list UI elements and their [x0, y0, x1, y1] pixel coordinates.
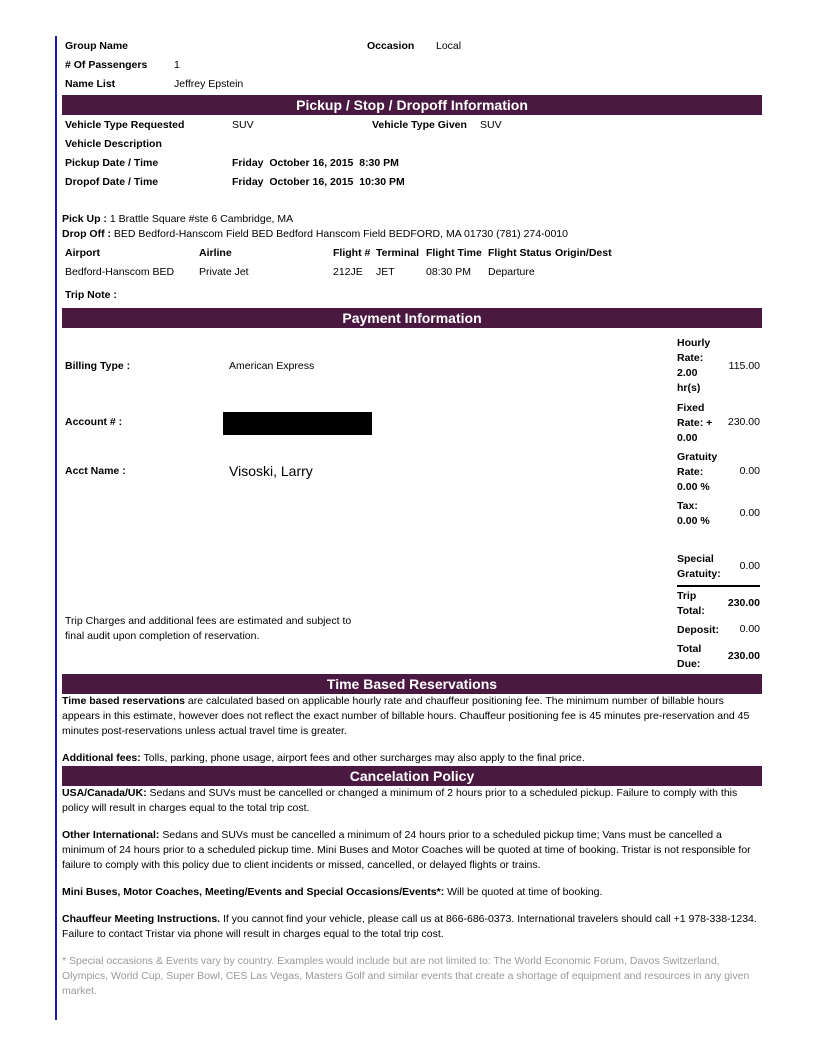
tax-value: 0.00 [739, 507, 760, 519]
tax-label: Tax: 0.00 % [677, 500, 710, 527]
group-name-label: Group Name [65, 40, 129, 52]
flight-cell-airline: Private Jet [199, 266, 249, 278]
hourly-rate-label: Hourly Rate: 2.00 hr(s) [677, 337, 711, 394]
billing-type-value: American Express [229, 360, 315, 372]
usa-policy-bold: USA/Canada/UK: [62, 787, 147, 799]
fixed-rate-label: Fixed Rate: + 0.00 [677, 402, 713, 444]
international-policy-bold: Other International: [62, 829, 160, 841]
international-policy-paragraph [62, 828, 762, 873]
dropoff-value: BED Bedford-Hanscom Field BED Bedford Hanscom Field BEDFORD, MA 01730 (781) 274-0010 [113, 228, 568, 240]
pickup-section-title: Pickup / Stop / Dropoff Information [62, 95, 762, 115]
mini-bus-policy-paragraph [62, 885, 762, 900]
pickup-datetime-label: Pickup Date / Time [65, 157, 159, 169]
totals-divider [677, 585, 760, 587]
deposit-label: Deposit: [677, 624, 719, 636]
mini-bus-policy-text: Will be quoted at time of booking. [444, 886, 603, 898]
charges-disclaimer: Trip Charges and additional fees are estimated and subject to final audit upon completion of reservation. [65, 615, 352, 642]
redacted-account-number [223, 412, 372, 435]
time-based-text: are calculated based on applicable hourly rate and chauffeur positioning fee. The minimum number of billable hours appears in this estimate, however does not reflect the exact number of billable hours. Chauffeur positioning fee is 45 minutes pre-reservation and 45 minutes post-reservations unless actual travel time is greater. [62, 695, 750, 737]
passengers-value: 1 [174, 59, 180, 71]
total-due-label: Total Due: [677, 643, 702, 670]
flight-cell-flight-status: Departure [488, 266, 535, 278]
mini-bus-policy-bold: Mini Buses, Motor Coaches, Meeting/Events and Special Occasions/Events*: [62, 886, 445, 898]
total-due-value: 230.00 [727, 650, 760, 662]
passengers-label: # Of Passengers [65, 59, 148, 71]
vehicle-requested-label: Vehicle Type Requested [65, 119, 185, 131]
meeting-instructions-text: If you cannot find your vehicle, please call us at 866-686-0373. International travelers should call +1 978-338-1234. Failure to contact Tristar via phone will result in charges equal to the total trip cost. [62, 913, 757, 940]
fixed-rate-value: 230.00 [727, 416, 760, 428]
meeting-instructions-paragraph [62, 912, 762, 942]
flight-cell-flight-time: 08:30 PM [426, 266, 471, 278]
special-events-footnote: * Special occasions & Events vary by country. Examples would include but are not limited to: The World Economic Forum, Davos Switzerland, Olympics, World Cup, Super Bowl, CES Las Vegas, Masters Golf and similar events that create a shortage of equipment and resources in any given market. [62, 955, 750, 997]
vehicle-given-value: SUV [480, 119, 502, 131]
trip-total-label: Trip Total: [677, 590, 705, 617]
pickup-address [62, 213, 293, 225]
dropoff-label: Drop Off : [62, 228, 111, 240]
additional-fees-bold: Additional fees: [62, 752, 141, 764]
name-list-label: Name List [65, 78, 116, 90]
name-list-value: Jeffrey Epstein [174, 78, 244, 90]
vehicle-description-label: Vehicle Description [65, 138, 162, 150]
gratuity-rate-label: Gratuity Rate: 0.00 % [677, 451, 718, 493]
dropoff-datetime-label: Dropof Date / Time [65, 176, 159, 188]
occasion-label: Occasion [367, 40, 415, 52]
special-gratuity-label: Special Gratuity: [677, 553, 721, 580]
acct-name-value: Visoski, Larry [229, 463, 313, 479]
time-based-bold: Time based reservations [62, 695, 185, 707]
pickup-label: Pick Up : [62, 213, 107, 225]
flight-header-terminal: Terminal [376, 247, 419, 259]
flight-cell-flight-number: 212JE [333, 266, 363, 278]
international-policy-text: Sedans and SUVs must be cancelled a minimum of 24 hours prior to a scheduled pickup time; Vans must be cancelled a minimum of 24 hours prior to a scheduled pickup time. Mini Buses and Motor Coaches will be quoted at time of booking. Tristar is not responsible for failure to comply with this policy due to client incidents or missed, cancelled, or delayed flights or trains. [62, 829, 751, 871]
special-gratuity-value: 0.00 [739, 560, 760, 572]
acct-name-label: Acct Name : [65, 465, 126, 477]
flight-header-flight-number: Flight # [333, 247, 371, 259]
meeting-instructions-bold: Chauffeur Meeting Instructions. [62, 913, 221, 925]
dropoff-datetime-value: Friday October 16, 2015 10:30 PM [232, 176, 405, 188]
dropoff-address [62, 228, 568, 240]
trip-total-value: 230.00 [727, 597, 760, 609]
flight-cell-terminal: JET [376, 266, 395, 278]
additional-fees-text: Tolls, parking, phone usage, airport fees and other surcharges may also apply to the final price. [140, 752, 585, 764]
vehicle-given-label: Vehicle Type Given [372, 119, 467, 131]
usa-policy-paragraph [62, 786, 762, 816]
payment-section-title: Payment Information [62, 308, 762, 328]
time-based-paragraph [62, 694, 762, 739]
trip-note-label: Trip Note : [65, 289, 117, 301]
left-margin-rule [55, 36, 57, 1020]
billing-type-label: Billing Type : [65, 360, 131, 372]
time-section-title: Time Based Reservations [62, 674, 762, 694]
occasion-value: Local [436, 40, 462, 52]
flight-header-origin-dest: Origin/Dest [555, 247, 612, 259]
usa-policy-text: Sedans and SUVs must be cancelled or changed a minimum of 2 hours prior to a scheduled pickup. Failure to comply with this policy will result in charges equal to the total trip cost. [62, 787, 738, 814]
deposit-value: 0.00 [739, 623, 760, 635]
account-number-label: Account # : [65, 416, 123, 428]
flight-cell-airport: Bedford-Hanscom BED [65, 266, 175, 278]
additional-fees-paragraph [62, 751, 762, 766]
pickup-value: 1 Brattle Square #ste 6 Cambridge, MA [109, 213, 294, 225]
flight-header-airline: Airline [199, 247, 232, 259]
flight-header-flight-status: Flight Status [488, 247, 552, 259]
flight-header-flight-time: Flight Time [426, 247, 482, 259]
gratuity-rate-value: 0.00 [739, 465, 760, 477]
pickup-datetime-value: Friday October 16, 2015 8:30 PM [232, 157, 399, 169]
cancel-section-title: Cancelation Policy [62, 766, 762, 786]
flight-header-airport: Airport [65, 247, 100, 259]
hourly-rate-value: 115.00 [728, 360, 760, 372]
vehicle-requested-value: SUV [232, 119, 254, 131]
